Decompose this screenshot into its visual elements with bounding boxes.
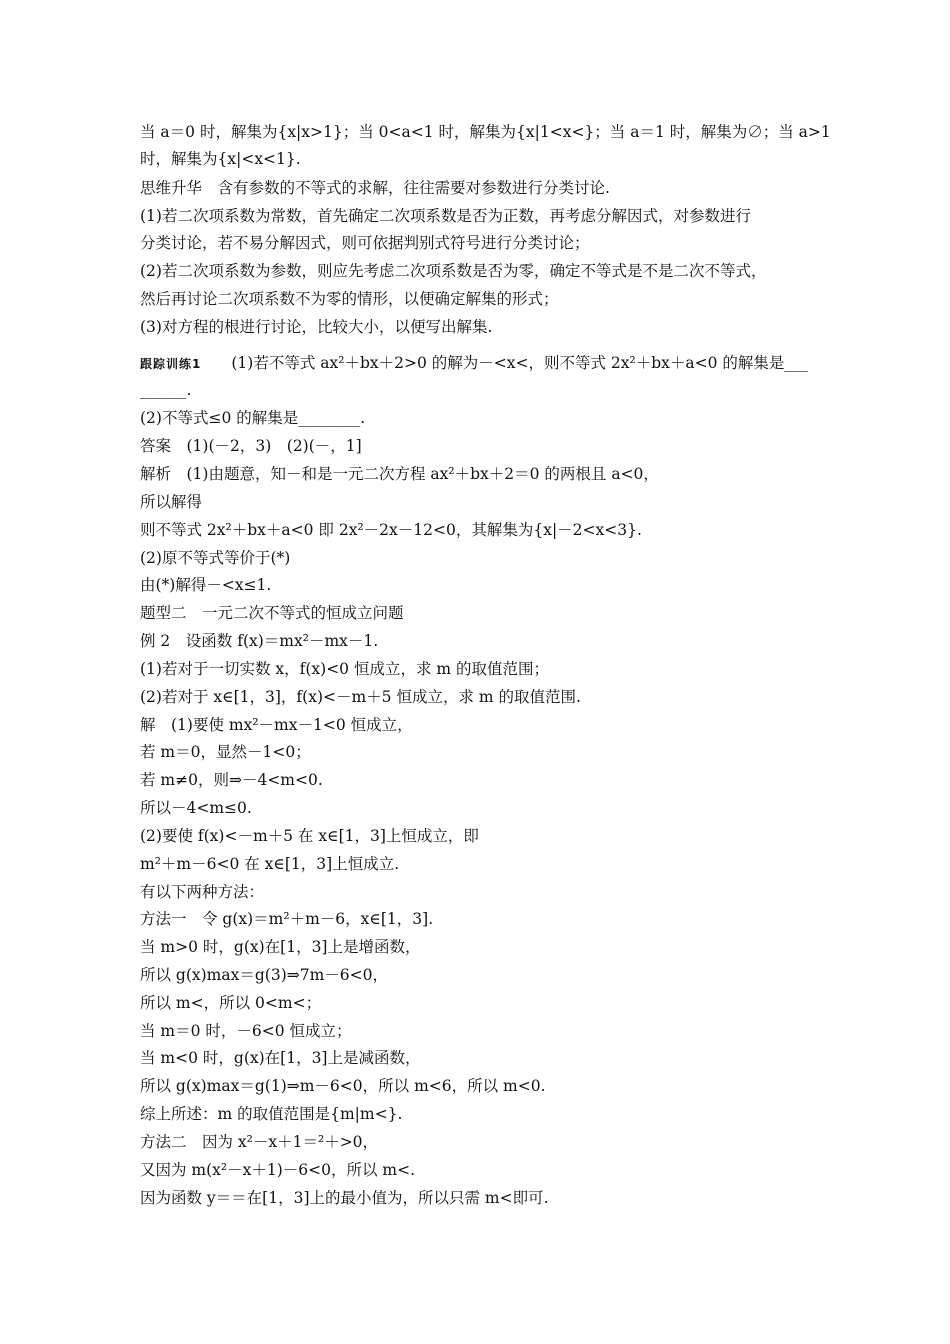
text-line: 所以－4<m≤0. [140, 799, 252, 817]
solution-line: 解 (1)要使 mx²－mx－1<0 恒成立， [140, 716, 413, 734]
text-line: 有以下两种方法： [140, 883, 265, 901]
text-line: 若 m≠0，则⇒－4<m<0. [140, 771, 323, 789]
text-line: (2)不等式≤0 的解集是________. [140, 409, 366, 427]
text-line: 由(*)解得－<x≤1. [140, 576, 272, 594]
text-line: 时，解集为{x|<x<1}. [140, 150, 301, 168]
text-line: 方法二 因为 x²－x＋1＝²＋>0， [140, 1133, 379, 1151]
text-line: (2)要使 f(x)<－m＋5 在 x∈[1，3]上恒成立，即 [140, 827, 479, 845]
text-line: (2)若二次项系数为参数，则应先考虑二次项系数是否为零，确定不等式是不是二次不等式， [140, 262, 767, 280]
text-line: (2)若对于 x∈[1，3]，f(x)<－m＋5 恒成立，求 m 的取值范围. [140, 688, 581, 706]
text-line: 所以 g(x)max＝g(3)⇒7m－6<0， [140, 966, 389, 984]
text-line: 然后再讨论二次项系数不为零的情形，以便确定解集的形式； [140, 290, 559, 308]
text-line: 当 m<0 时，g(x)在[1，3]上是减函数， [140, 1049, 421, 1067]
text-line: (3)对方程的根进行讨论，比较大小，以便写出解集. [140, 318, 493, 336]
text-line: 当 a＝0 时，解集为{x|x>1}；当 0<a<1 时，解集为{x|1<x<}；当 a＝1 时，解集为∅；当 a>1 [140, 123, 831, 141]
analysis-line: 解析 (1)由题意，知－和是一元二次方程 ax²＋bx＋2＝0 的两根且 a<0， [140, 465, 659, 483]
text-line: 所以 m<，所以 0<m<； [140, 994, 322, 1012]
text-line: 所以解得 [140, 493, 203, 511]
text-line: m²＋m－6<0 在 x∈[1，3]上恒成立. [140, 855, 400, 873]
text-line: 则不等式 2x²＋bx＋a<0 即 2x²－2x－12<0，其解集为{x|－2<x<3}. [140, 521, 642, 539]
text-line: 综上所述：m 的取值范围是{m|m<}. [140, 1105, 403, 1123]
text-line: ______. [140, 381, 192, 399]
text-line: 所以 g(x)max＝g(1)⇒m－6<0，所以 m<6，所以 m<0. [140, 1077, 546, 1095]
followup-tag: 跟踪训练1 [140, 357, 202, 371]
text-line: (2)原不等式等价于(*) [140, 549, 291, 567]
text-line: (1)若二次项系数为常数，首先确定二次项系数是否为正数，再考虑分解因式，对参数进行 [140, 207, 751, 225]
text-line: 又因为 m(x²－x＋1)－6<0，所以 m<. [140, 1161, 416, 1179]
example-title: 例 2 设函数 f(x)＝mx²－mx－1. [140, 632, 379, 650]
followup-text: (1)若不等式 ax²＋bx＋2>0 的解为－<x<，则不等式 2x²＋bx＋a<0 的解集是___ [231, 354, 808, 372]
text-line: 当 m>0 时，g(x)在[1，3]上是增函数， [140, 938, 421, 956]
text-line: 分类讨论，若不易分解因式，则可依据判别式符号进行分类讨论； [140, 234, 590, 252]
text-line: (1)若对于一切实数 x，f(x)<0 恒成立，求 m 的取值范围； [140, 660, 550, 678]
followup-line [140, 353, 820, 374]
text-line: 方法一 令 g(x)＝m²＋m－6，x∈[1，3]. [140, 910, 434, 928]
section-heading: 题型二 一元二次不等式的恒成立问题 [140, 604, 404, 622]
text-line: 因为函数 y＝＝在[1，3]上的最小值为，所以只需 m<即可. [140, 1189, 549, 1207]
text-line: 若 m＝0，显然－1<0； [140, 743, 311, 761]
text-line: 当 m＝0 时，－6<0 恒成立； [140, 1022, 352, 1040]
answer-line: 答案 (1)(－2，3) (2)(－，1] [140, 437, 362, 455]
text-line: 思维升华 含有参数的不等式的求解，往往需要对参数进行分类讨论. [140, 179, 610, 197]
